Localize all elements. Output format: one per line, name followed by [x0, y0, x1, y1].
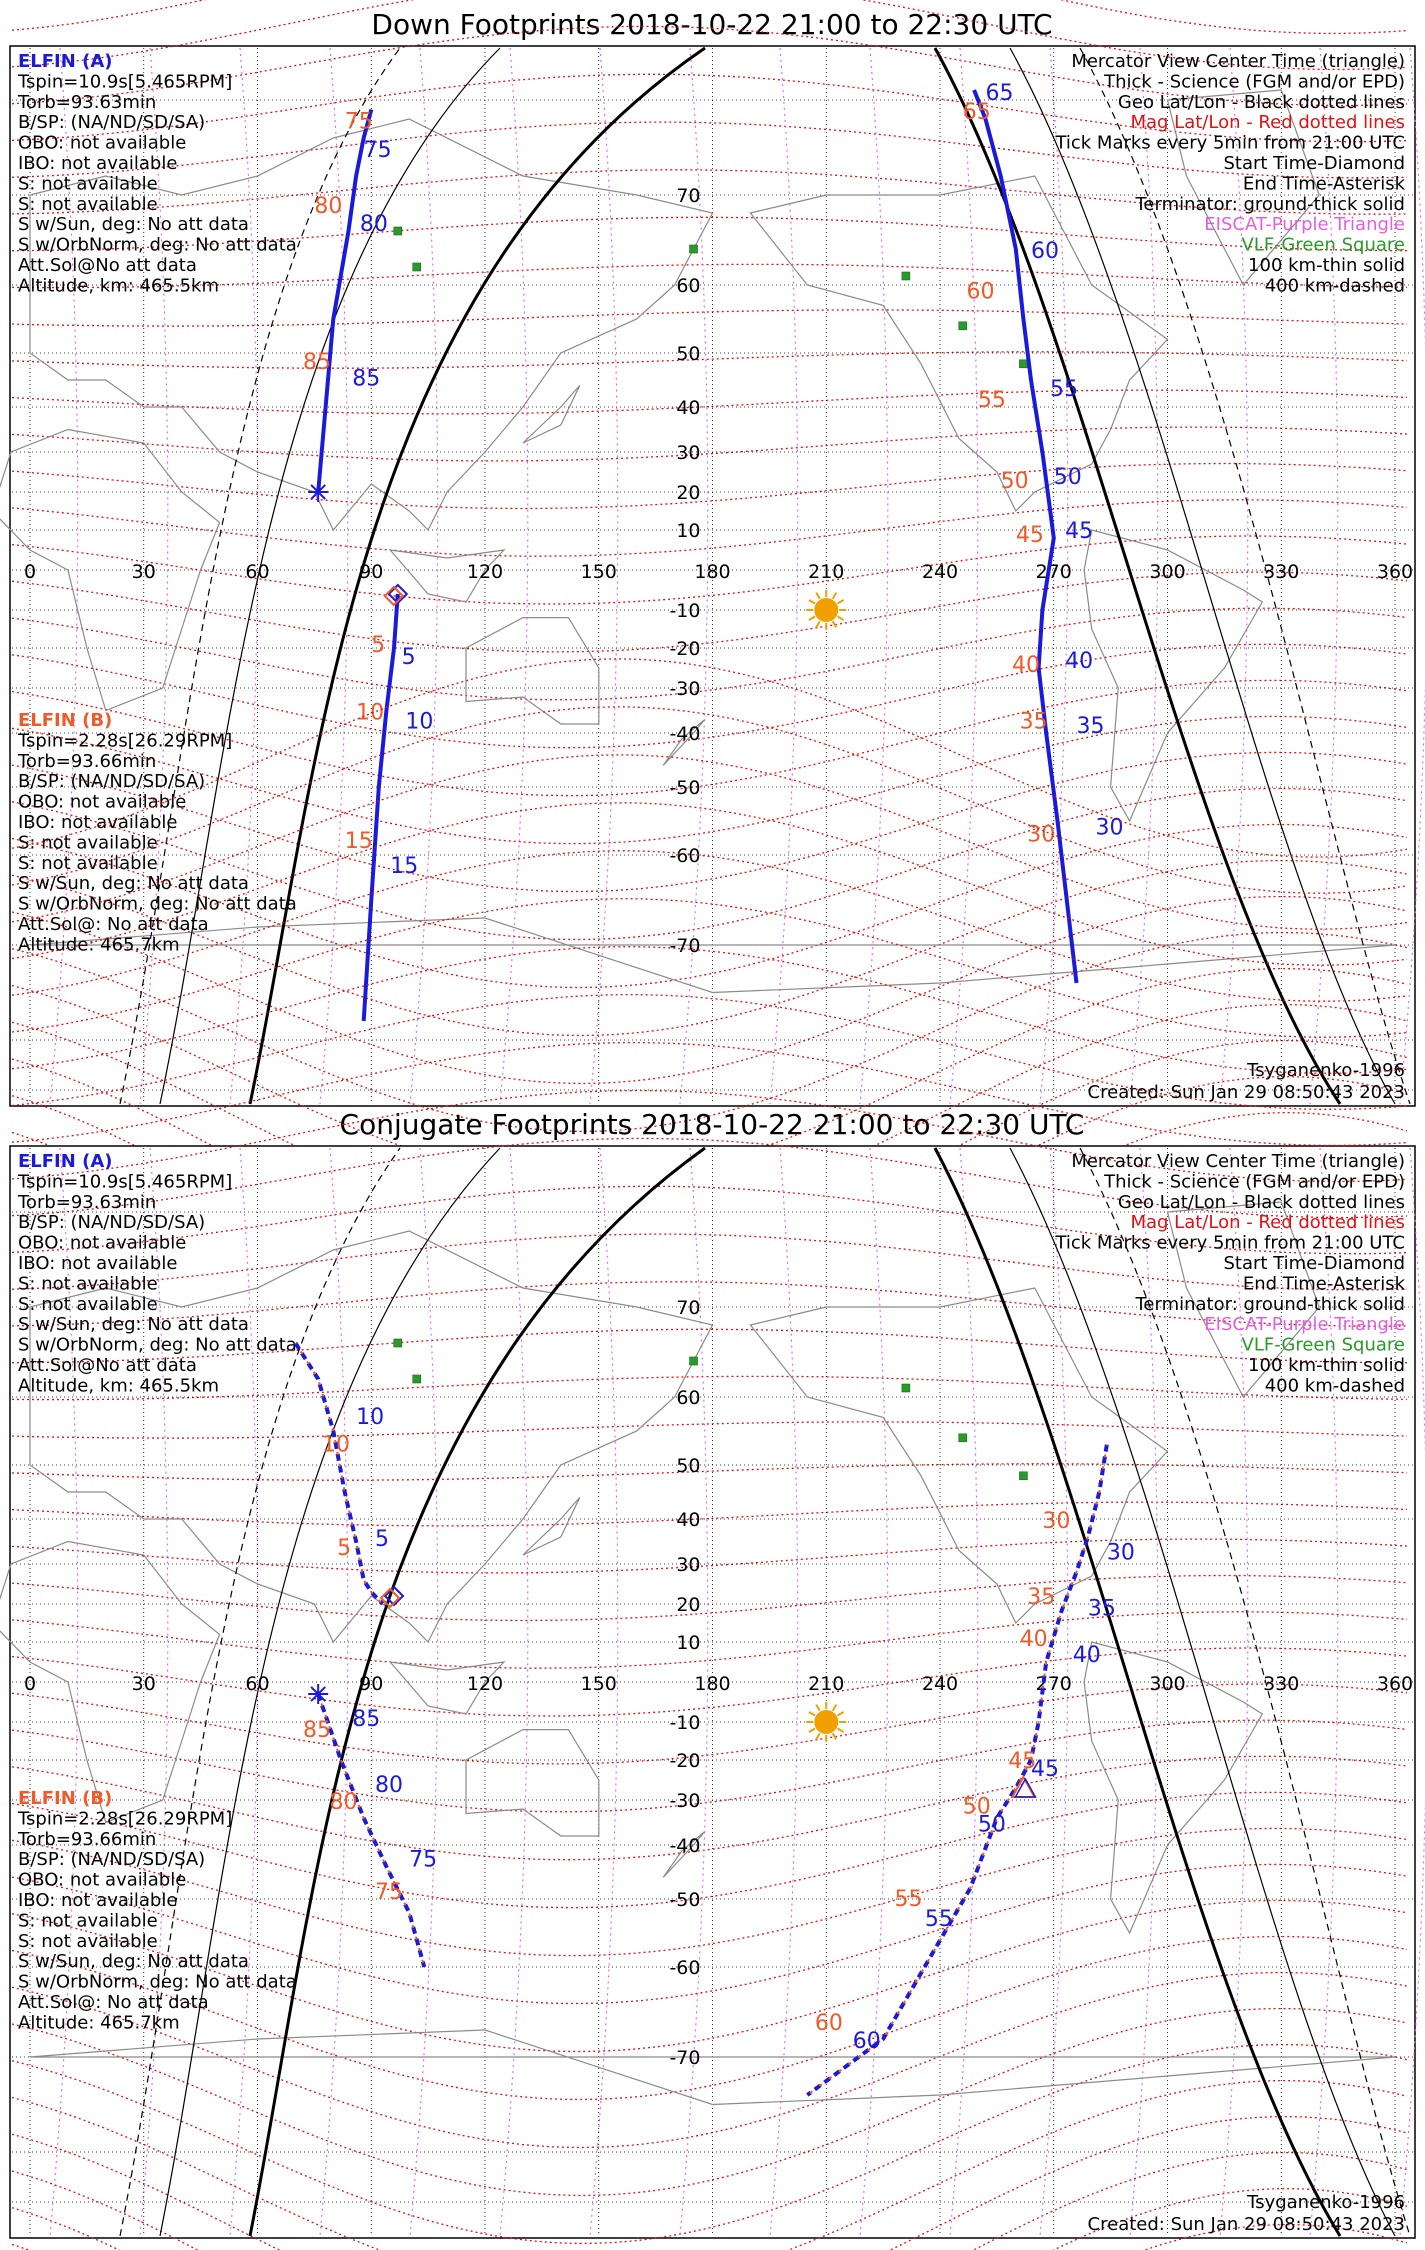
track-label-a: 80 — [375, 1773, 404, 1798]
lon-tick-label: 90 — [359, 561, 384, 583]
track-label-a: 30 — [1106, 1540, 1135, 1566]
lon-tick-label: 270 — [1035, 561, 1072, 583]
track-label-a: 30 — [1095, 815, 1124, 841]
lat-tick-label: 40 — [676, 1509, 701, 1531]
legend-line: Mercator View Center Time (triangle) — [1071, 51, 1405, 72]
lon-tick-label: 60 — [245, 561, 270, 583]
lat-tick-label: -70 — [669, 2047, 701, 2069]
elfin-a-info-line: B/SP: (NA/ND/SD/SA) — [18, 1212, 206, 1234]
legend-line: EISCAT-Purple Triangle — [1204, 214, 1405, 236]
elfin-b-info-line: OBO: not available — [18, 791, 187, 813]
vlf-square — [1019, 360, 1027, 368]
legend-line: 100 km-thin solid — [1248, 255, 1405, 276]
track-label-a: 50 — [1053, 465, 1082, 490]
elfin-a-info-line: OBO: not available — [18, 132, 187, 154]
end-asterisk — [308, 482, 328, 502]
track-label-a: 80 — [359, 212, 388, 237]
track-label-a: 55 — [924, 1907, 953, 1933]
elfin-b-info-line: IBO: not available — [18, 1890, 178, 1911]
lat-tick-label: -20 — [669, 638, 701, 660]
elfin-b-info-line: Torb=93.66min — [18, 750, 157, 772]
legend-line: VLF-Green Square — [1241, 234, 1405, 256]
track-label-b: 30 — [1042, 1509, 1071, 1534]
track-label-b: 40 — [1019, 1627, 1048, 1652]
track-label-b: 5 — [337, 1536, 352, 1561]
lon-tick-label: 360 — [1376, 1673, 1414, 1695]
vlf-square — [902, 1384, 910, 1392]
legend-line: Terminator: ground-thick solid — [1135, 193, 1405, 215]
track-label-a: 85 — [352, 1706, 381, 1732]
track-label-b: 10 — [321, 1432, 350, 1458]
elfin-a-info-line: S: not available — [18, 1293, 158, 1315]
lon-tick-label: 0 — [23, 561, 37, 583]
vlf-square — [394, 1339, 402, 1347]
lat-tick-label: 50 — [676, 1455, 701, 1477]
elfin-a-info-line: Tspin=10.9s[5.465RPM] — [18, 71, 233, 93]
elfin-a-info-line: Att.Sol@No att data — [18, 1355, 197, 1376]
elfin-b-info-line: Altitude: 465.7km — [18, 934, 180, 956]
lon-tick-label: 330 — [1263, 561, 1300, 583]
elfin-b-info-line: S w/OrbNorm, deg: No att data — [18, 893, 297, 915]
elfin-b-info-line: S: not available — [18, 832, 158, 854]
lat-tick-label: 70 — [676, 1297, 701, 1319]
lat-tick-label: -60 — [669, 1957, 701, 1979]
elfin-b-title: ELFIN (B) — [18, 1788, 113, 1809]
elfin-a-info-line: Torb=93.63min — [18, 1191, 157, 1213]
elfin-b-info-line: S w/OrbNorm, deg: No att data — [18, 1971, 297, 1993]
elfin-a-info-line: Altitude, km: 465.5km — [18, 1375, 220, 1397]
track-label-b: 10 — [356, 700, 385, 726]
vlf-square — [1019, 1472, 1027, 1480]
track-label-b: 80 — [329, 1790, 358, 1815]
legend-line: Mag Lat/Lon - Red dotted lines — [1130, 112, 1405, 134]
lon-tick-label: 300 — [1149, 561, 1186, 583]
track-label-b: 80 — [314, 194, 343, 219]
legend-line: End Time-Asterisk — [1242, 1273, 1405, 1295]
elfin-b-title: ELFIN (B) — [18, 710, 113, 731]
track-label-a: 5 — [375, 1527, 390, 1552]
sun-disc — [814, 1710, 838, 1734]
legend-line: Tick Marks every 5min from 21:00 UTC — [1055, 132, 1405, 154]
elfin-a-info-line: IBO: not available — [18, 1253, 178, 1274]
elfin-b-info-line: Altitude: 465.7km — [18, 2012, 180, 2034]
lon-tick-label: 150 — [580, 1673, 617, 1695]
lat-tick-label: 70 — [676, 185, 701, 207]
vlf-square — [690, 1357, 698, 1365]
track-label-b: 35 — [1019, 709, 1048, 735]
elfin-b-info-line: S: not available — [18, 1910, 158, 1932]
elfin-b-info-line: S w/Sun, deg: No att data — [18, 1951, 249, 1973]
lat-tick-label: 20 — [676, 482, 701, 504]
lon-tick-label: 210 — [808, 561, 845, 583]
track-label-a: 10 — [356, 1405, 385, 1431]
track-label-b: 75 — [344, 109, 373, 135]
lat-tick-label: 30 — [676, 1554, 701, 1576]
track-label-a: 40 — [1072, 1643, 1101, 1668]
track-label-a: 45 — [1031, 1757, 1059, 1782]
elfin-b-info-line: Tspin=2.28s[26.29RPM] — [18, 1808, 233, 1830]
elfin-a-info-line: S w/OrbNorm, deg: No att data — [18, 1334, 297, 1356]
legend-line: 400 km-dashed — [1264, 275, 1405, 297]
vlf-square — [959, 1434, 967, 1442]
elfin-b-info-line: Torb=93.66min — [18, 1828, 157, 1850]
lat-tick-label: 50 — [676, 343, 701, 365]
track-label-a: 60 — [852, 2029, 881, 2054]
lon-tick-label: 210 — [808, 1673, 845, 1695]
track-label-a: 65 — [985, 81, 1014, 106]
lon-tick-label: 180 — [694, 1673, 731, 1695]
lat-tick-label: -30 — [669, 678, 701, 700]
lat-tick-label: 10 — [676, 1632, 701, 1654]
lon-tick-label: 180 — [694, 561, 731, 583]
track-label-a: 75 — [363, 138, 392, 163]
legend-line: Geo Lat/Lon - Black dotted lines — [1117, 91, 1405, 113]
lon-tick-label: 30 — [131, 1673, 156, 1695]
elfin-a-title: ELFIN (A) — [18, 51, 113, 72]
track-label-b: 45 — [1015, 523, 1044, 548]
vlf-square — [394, 227, 402, 235]
elfin-b-info-line: B/SP: (NA/ND/SD/SA) — [18, 1849, 206, 1871]
legend-line: 400 km-dashed — [1264, 1375, 1405, 1397]
footer-line: Created: Sun Jan 29 08:50:43 2023 — [1087, 1082, 1405, 1103]
legend-line: Geo Lat/Lon - Black dotted lines — [1117, 1191, 1405, 1213]
lon-tick-label: 30 — [131, 561, 156, 583]
lat-tick-label: -50 — [669, 777, 701, 799]
lon-tick-label: 0 — [23, 1673, 37, 1695]
legend-line: Tick Marks every 5min from 21:00 UTC — [1055, 1232, 1405, 1254]
track-label-b: 15 — [344, 829, 373, 855]
track-label-b: 5 — [371, 633, 386, 658]
lat-tick-label: 10 — [676, 520, 701, 542]
lon-tick-label: 150 — [580, 561, 617, 583]
legend-line: Mercator View Center Time (triangle) — [1071, 1151, 1405, 1172]
lat-tick-label: -50 — [669, 1889, 701, 1911]
legend-line: Start Time-Diamond — [1223, 1253, 1405, 1274]
end-asterisk — [308, 1684, 328, 1704]
lon-tick-label: 60 — [245, 1673, 270, 1695]
vlf-square — [902, 272, 910, 280]
elfin-b-info-line: Att.Sol@: No att data — [18, 914, 209, 935]
lon-tick-label: 360 — [1376, 561, 1414, 583]
lon-tick-label: 90 — [359, 1673, 384, 1695]
track-label-a: 35 — [1087, 1596, 1116, 1622]
lat-tick-label: -20 — [669, 1750, 701, 1772]
elfin-a-info-line: Altitude, km: 465.5km — [18, 275, 220, 297]
lon-tick-label: 270 — [1035, 1673, 1072, 1695]
track-label-b: 55 — [894, 1886, 923, 1912]
elfin-a-info-line: Att.Sol@No att data — [18, 255, 197, 276]
elfin-b-info-line: Att.Sol@: No att data — [18, 1992, 209, 2013]
lat-tick-label: 40 — [676, 397, 701, 419]
track-label-a: 15 — [390, 854, 419, 879]
lat-tick-label: 60 — [676, 275, 701, 297]
vlf-square — [690, 245, 698, 253]
lon-tick-label: 240 — [921, 561, 959, 583]
footer-line: Tsyganenko-1996 — [1247, 2192, 1405, 2213]
legend-line: Thick - Science (FGM and/or EPD) — [1104, 1171, 1405, 1193]
lat-tick-label: -10 — [669, 1712, 701, 1734]
track-label-b: 55 — [977, 388, 1006, 413]
track-label-b: 60 — [966, 279, 995, 305]
elfin-a-info-line: OBO: not available — [18, 1232, 187, 1254]
track-label-a: 10 — [405, 709, 434, 735]
elfin-b-info-line: S w/Sun, deg: No att data — [18, 873, 249, 895]
elfin-b-info-line: S: not available — [18, 1930, 158, 1952]
elfin-a-info-line: S: not available — [18, 193, 158, 215]
track-label-a: 50 — [977, 1812, 1006, 1838]
elfin-b-info-line: OBO: not available — [18, 1869, 187, 1891]
track-label-b: 85 — [303, 1718, 331, 1744]
track-label-b: 40 — [1012, 653, 1041, 678]
track-label-a: 35 — [1076, 714, 1105, 739]
lon-tick-label: 120 — [466, 561, 504, 583]
track-label-b: 45 — [1008, 1749, 1037, 1774]
lat-tick-label: -10 — [669, 600, 701, 622]
vlf-square — [413, 263, 421, 271]
track-label-a: 85 — [352, 366, 381, 392]
elfin-a-info-line: S w/Sun, deg: No att data — [18, 1314, 249, 1336]
track-label-a: 40 — [1065, 649, 1094, 674]
elfin-b-info-line: B/SP: (NA/ND/SD/SA) — [18, 771, 206, 793]
legend-line: VLF-Green Square — [1241, 1334, 1405, 1356]
elfin-a-info-line: Torb=93.63min — [18, 91, 157, 113]
legend-line: Mag Lat/Lon - Red dotted lines — [1130, 1212, 1405, 1234]
lat-tick-label: 20 — [676, 1594, 701, 1616]
footer-line: Tsyganenko-1996 — [1247, 1060, 1405, 1081]
track-label-b: 35 — [1027, 1585, 1056, 1610]
track-label-b: 60 — [814, 2011, 843, 2036]
elfin-a-info-line: S w/OrbNorm, deg: No att data — [18, 234, 297, 256]
vlf-square — [413, 1375, 421, 1383]
track-label-a: 5 — [401, 645, 416, 670]
elfin-a-info-line: IBO: not available — [18, 153, 178, 174]
elfin-a-title: ELFIN (A) — [18, 1151, 113, 1172]
track-label-a: 60 — [1031, 239, 1059, 264]
panel-title-down: Down Footprints 2018-10-22 21:00 to 22:30 UTC — [371, 8, 1053, 41]
panel-title-conjugate: Conjugate Footprints 2018-10-22 21:00 to 22:30 UTC — [339, 1108, 1085, 1141]
footer-line: Created: Sun Jan 29 08:50:43 2023 — [1087, 2214, 1405, 2235]
lon-tick-label: 300 — [1149, 1673, 1186, 1695]
elfin-b-info-line: S: not available — [18, 852, 158, 874]
legend-line: EISCAT-Purple Triangle — [1204, 1314, 1405, 1336]
track-label-b: 75 — [375, 1880, 404, 1905]
track-label-b: 85 — [303, 350, 331, 376]
sun-disc — [814, 598, 838, 622]
lat-tick-label: -70 — [669, 935, 701, 957]
elfin-a-info-line: B/SP: (NA/ND/SD/SA) — [18, 112, 206, 134]
elfin-a-info-line: S w/Sun, deg: No att data — [18, 214, 249, 236]
lat-tick-label: -30 — [669, 1790, 701, 1812]
elfin-b-info-line: Tspin=2.28s[26.29RPM] — [18, 730, 233, 752]
lat-tick-label: 30 — [676, 442, 701, 464]
track-label-b: 30 — [1027, 822, 1056, 848]
elfin-b-info-line: IBO: not available — [18, 812, 178, 833]
legend-line: End Time-Asterisk — [1242, 173, 1405, 195]
track-label-a: 55 — [1049, 377, 1078, 403]
track-label-b: 50 — [962, 1794, 991, 1820]
track-label-a: 75 — [409, 1847, 438, 1873]
elfin-a-info-line: S: not available — [18, 1273, 158, 1295]
track-label-b: 50 — [1000, 469, 1029, 494]
lon-tick-label: 120 — [466, 1673, 504, 1695]
elfin-a-info-line: Tspin=10.9s[5.465RPM] — [18, 1171, 233, 1193]
track-label-a: 45 — [1065, 519, 1094, 544]
lon-tick-label: 330 — [1263, 1673, 1300, 1695]
lat-tick-label: -40 — [669, 723, 701, 745]
elfin-a-info-line: S: not available — [18, 173, 158, 195]
legend-line: Terminator: ground-thick solid — [1135, 1293, 1405, 1315]
legend-line: Start Time-Diamond — [1223, 153, 1405, 174]
lat-tick-label: -40 — [669, 1835, 701, 1857]
legend-line: 100 km-thin solid — [1248, 1355, 1405, 1376]
legend-line: Thick - Science (FGM and/or EPD) — [1104, 71, 1405, 93]
lon-tick-label: 240 — [921, 1673, 959, 1695]
lat-tick-label: 60 — [676, 1387, 701, 1409]
lat-tick-label: -60 — [669, 845, 701, 867]
vlf-square — [959, 322, 967, 330]
track-label-b: 65 — [962, 100, 991, 125]
